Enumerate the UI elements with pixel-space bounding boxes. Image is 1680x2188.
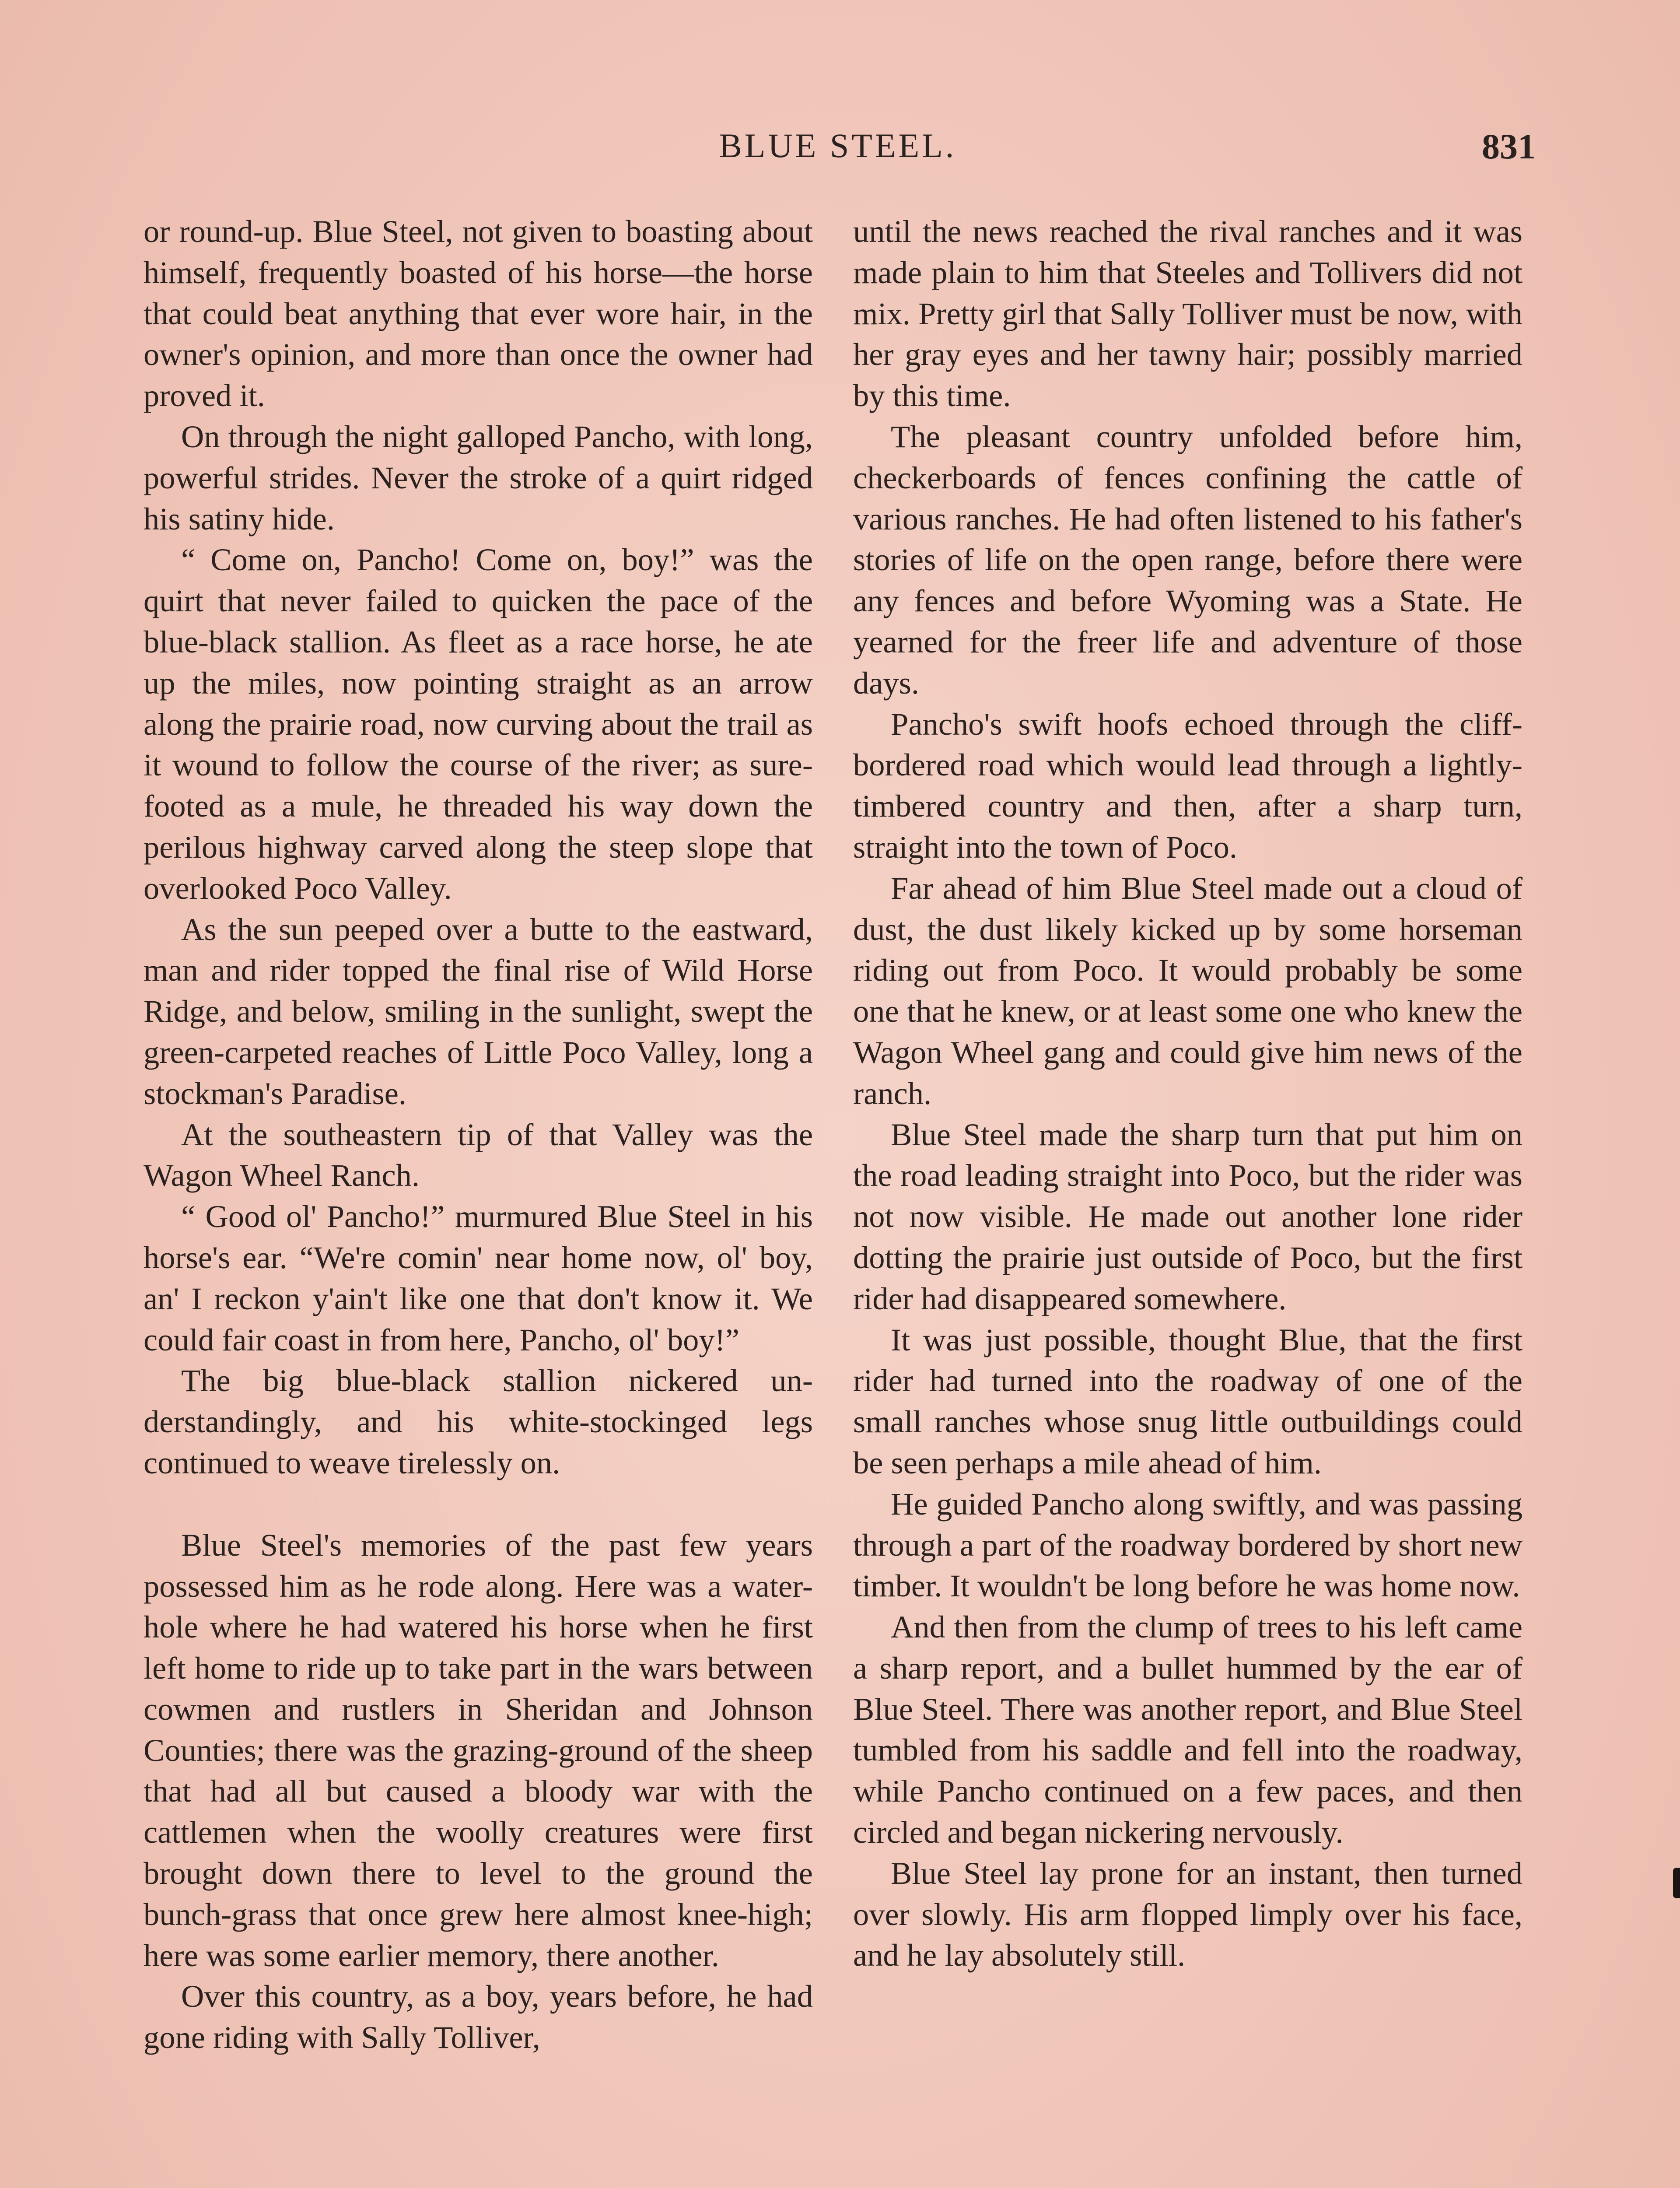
paragraph: “ Come on, Pancho! Come on, boy!” was the quirt that never failed to quicken the pace of the blue-black stallion. As fleet as a race horse, he ate up the miles, now pointing straight as an arrow along the prairie road, now curving about the trail as it wound to follow the course of the river; as sure-footed as a mule, he threaded his way down the perilous highway carved along the steep slope that overlooked Poco Valley. [144,542,813,906]
paragraph: Pancho's swift hoofs echoed through the cliff-bordered road which would lead through a lightly-timbered country and then, after a sharp turn, straight into the town of Poco. [853,706,1522,865]
paragraph: Far ahead of him Blue Steel made out a cloud of dust, the dust likely kicked up by some horseman riding out from Poco. It would probably be some one that he knew, or at least some one who knew the Wagon Wheel gang and could give him news of the ranch. [853,870,1522,1111]
left-column [144,211,813,2058]
paragraph: or round-up. Blue Steel, not given to boasting about himself, frequently boasted of his horse—the horse that could beat anything that ever wore hair, in the owner's opinion, and more than once the owner had proved it. [144,214,813,414]
paragraph: The pleasant country unfolded before him, checkerboards of fences confining the cattle of various ranches. He had often listened to his father's stories of life on the open range, before there were any fences and before Wyoming was a State. He yearned for the freer life and adventure of those days. [853,418,1522,701]
page-header [140,126,1536,179]
page-number: 831 [1482,126,1536,166]
paragraph: Blue Steel made the sharp turn that put him on the road leading straight into Poco, but the rider was not now visible. He made out another lone rider dotting the prairie just outside of Poco, but the first rider had disappeared somewhere. [853,1116,1522,1316]
section-break [144,1483,813,1525]
paragraph: He guided Pancho along swiftly, and was passing through a part of the roadway bordered by short new timber. It wouldn't be long before he was home now. [853,1486,1522,1604]
paragraph: At the southeastern tip of that Valley was the Wagon Wheel Ranch. [144,1116,813,1193]
paragraph: Blue Steel's memories of the past few years possessed him as he rode along. Here was a water-hole where he had watered his horse when he first left home to ride up to take part in the wars between cowmen and rustlers in Sheridan and Johnson Counties; there was the grazing-ground of the sheep that had all but caused a bloody war with the cattlemen when the woolly creatures were first brought down there to level to the ground the bunch-grass that once grew here almost knee-high; here was some earlier memory, there another. [144,1527,813,1973]
paragraph: Blue Steel lay prone for an instant, then turned over slowly. His arm flopped limply over his face, and he lay absolutely still. [853,1855,1522,1973]
paragraph: And then from the clump of trees to his left came a sharp report, and a bullet hummed by the ear of Blue Steel. There was another report, and Blue Steel tumbled from his saddle and fell into the roadway, while Pancho continued on a few paces, and then circled and began nickering nervously. [853,1609,1522,1850]
running-title: BLUE STEEL. [719,126,957,165]
paragraph: until the news reached the rival ranches and it was made plain to him that Steeles and Tollivers did not mix. Pretty girl that Sally Tolliver must be now, with her gray eyes and her tawny hair; possibly married by this time. [853,214,1522,414]
paragraph: It was just possible, thought Blue, that the first rider had turned into the roadway of one of the small ranches whose snug little outbuildings could be seen perhaps a mile ahead of him. [853,1322,1522,1480]
right-column [853,211,1522,1976]
paragraph: On through the night galloped Pancho, with long, powerful strides. Never the stroke of a quirt ridged his satiny hide. [144,418,813,536]
paragraph: Over this country, as a boy, years before, he had gone riding with Sally Tolliver, [144,1978,813,2055]
paragraph: As the sun peeped over a butte to the eastward, man and rider topped the final rise of Wild Horse Ridge, and below, smiling in the sunlight, swept the green-carpeted reaches of Little Poco Valley, long a stockman's Paradise. [144,911,813,1111]
paragraph: The big blue-black stallion nickered understandingly, and his white-stockinged legs continued to weave tirelessly on. [144,1363,813,1480]
page-edge-mark [1673,1868,1680,1898]
paragraph: “ Good ol' Pancho!” murmured Blue Steel in his horse's ear. “We're comin' near home now, ol' boy, an' I reckon y'ain't like one that don't know it. We could fair coast in from here, Pancho, ol' boy!” [144,1199,813,1357]
